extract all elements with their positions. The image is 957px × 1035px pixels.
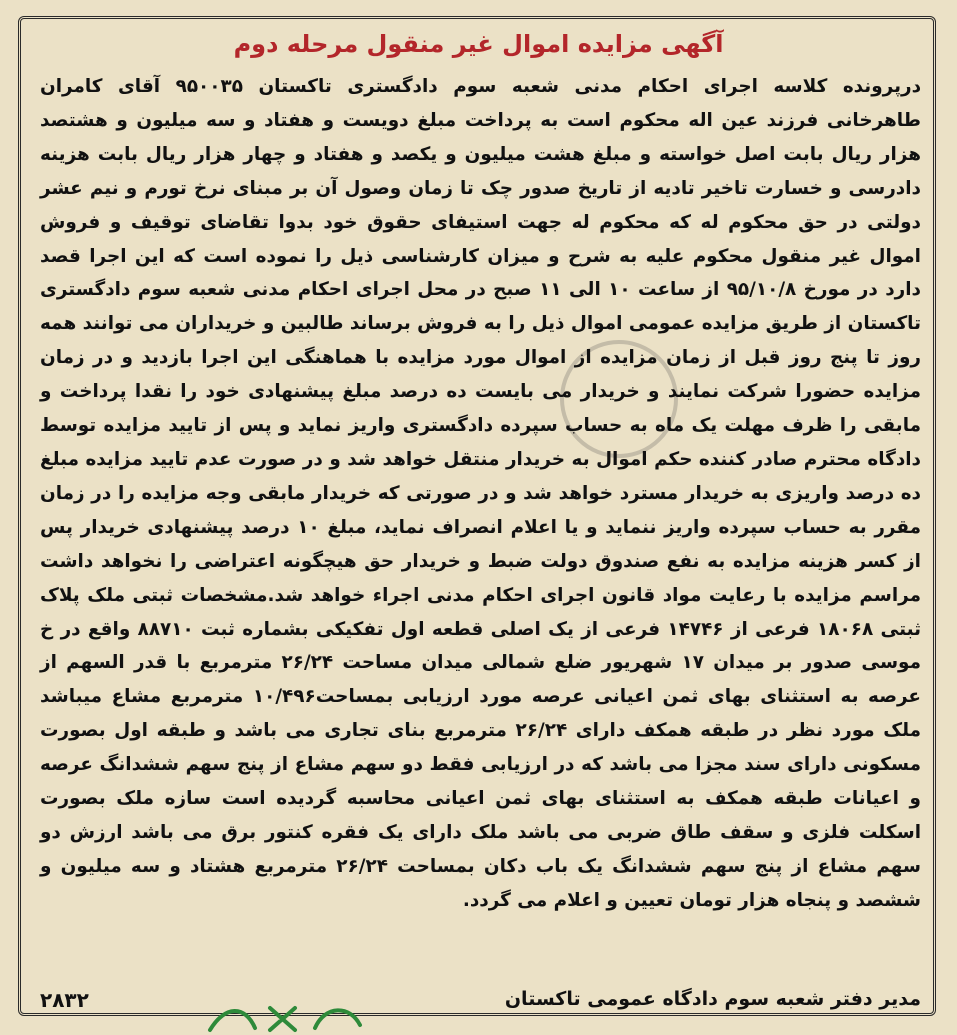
- notice-title: آگهی مزایده اموال غیر منقول مرحله دوم: [233, 30, 724, 58]
- handwritten-mark: [200, 1000, 380, 1035]
- notice-body: درپرونده کلاسه اجرای احکام مدنی شعبه سوم دادگستری تاکستان ۹۵۰۰۳۵ آقای کامران طاهرخانی فرزند عین اله محکوم است به پرداخت مبلغ دویست و هفتاد و سه میلیون و هشتصد هزار ریال بابت اصل خواسته و مبلغ هشت میلیون و یکصد و هفتاد و چهار هزار ریال بابت هزینه دادرسی و خسارت تاخیر تادیه از تاریخ صدور چک تا زمان وصول آن بر مبنای نرخ تورم و نیم عشر دولتی در حق محکوم له که محکوم له جهت استیفای حقوق خود بدوا تقاضای توقیف و فروش اموال غیر منقول محکوم علیه به شرح و میزان کارشناسی ذیل را نموده است که این اجرا قصد دارد در مورخ ۹۵/۱۰/۸ از ساعت ۱۰ الی ۱۱ صبح در محل اجرای احکام مدنی شعبه سوم دادگستری تاکستان از طریق مزایده عمومی اموال ذیل را به فروش برساند طالبین و خریداران می توانند همه روز تا پنج روز قبل از زمان مزایده از اموال مورد مزایده با هماهنگی این اجرا بازدید و در زمان مزایده حضورا شرکت نمایند و خریدار می بایست ده درصد مبلغ پیشنهادی خود را نقدا پرداخت و مابقی را ظرف مهلت یک ماه به حساب سپرده دادگستری واریز نماید و پس از تایید مزایده توسط دادگاه محترم صادر کننده حکم اموال به خریدار منتقل خواهد شد و در صورت عدم تایید مزایده مبلغ ده درصد واریزی به خریدار مسترد خواهد شد و در صورتی که خریدار مابقی وجه مزایده را در زمان مقرر به حساب سپرده واریز ننماید و یا اعلام انصراف نماید، مبلغ ۱۰ درصد پیشنهادی خریدار پس از کسر هزینه مزایده به نفع صندوق دولت ضبط و خریدار حق هیچگونه اعتراضی را نخواهد داشت مراسم مزایده با رعایت مواد قانون اجرای احکام مدنی اجراء خواهد شد.مشخصات ثبتی ملک پلاک ثبتی ۱۸۰۶۸ فرعی از ۱۴۷۴۶ فرعی از یک اصلی قطعه اول تفکیکی بشماره ثبت ۸۸۷۱۰ واقع در خ موسی صدور بر میدان ۱۷ شهریور ضلع شمالی میدان مساحت ۲۶/۲۴ مترمربع با قدر السهم از عرصه به استثنای بهای ثمن اعیانی عرصه مورد ارزیابی بمساحت۱۰/۴۹۶ مترمربع مشاع میباشد ملک مورد نظر در طبقه همکف دارای ۲۶/۲۴ مترمربع بنای تجاری می باشد و طبقه اول بصورت مسکونی دارای سند مجزا می باشد که در ارزیابی فقط دو سهم مشاع از پنج سهم ششدانگ عرصه و اعیانات طبقه همکف به استثنای بهای ثمن اعیانی محاسبه گردیده است سازه ملک بصورت اسکلت فلزی و سقف طاق ضربی می باشد ملک دارای یک فقره کنتور برق می باشد ارزش دو سهم مشاع از پنج سهم ششدانگ یک باب دکان بمساحت ۲۶/۲۴ مترمربع هشتاد و سه میلیون و ششصد و پنجاه هزار تومان تعیین و اعلام می گردد.: [40, 76, 922, 911]
- signature-line: مدیر دفتر شعبه سوم دادگاه عمومی تاکستان: [504, 988, 921, 1010]
- ad-number: ۲۸۳۲: [40, 988, 89, 1012]
